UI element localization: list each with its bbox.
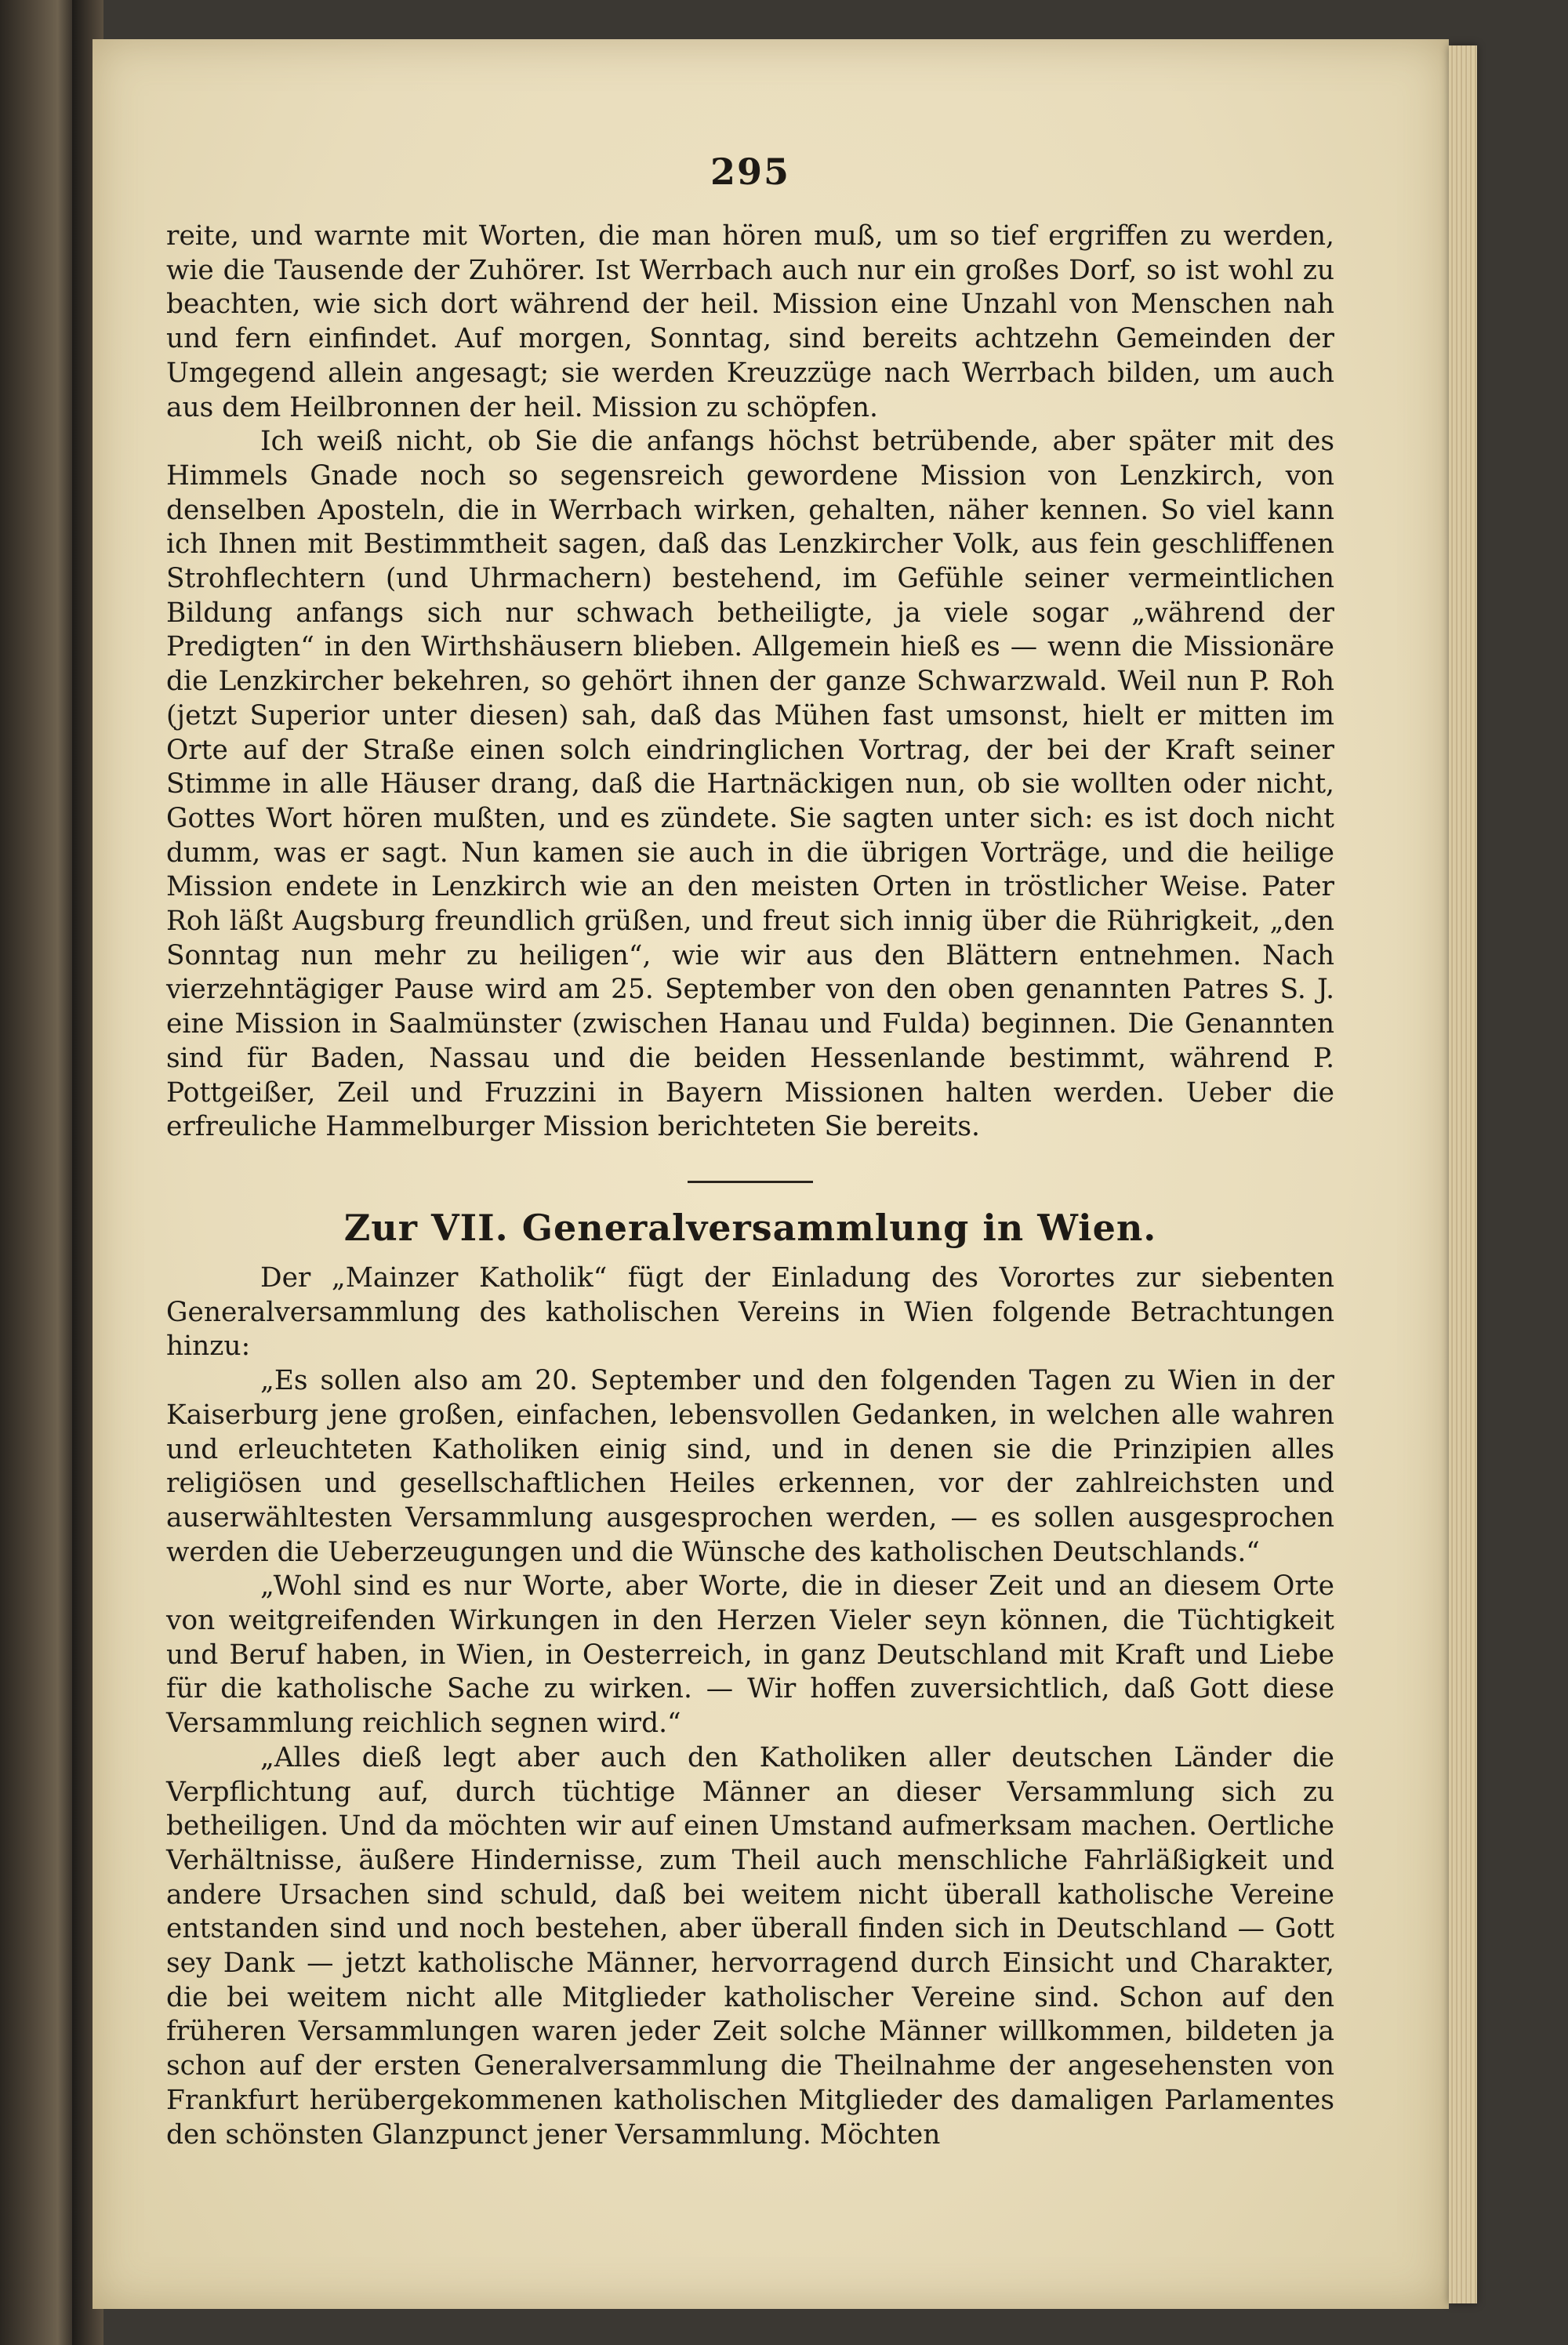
page-number: 295	[710, 151, 791, 193]
page-stack-edges	[1449, 45, 1477, 2303]
paragraph-intro: Der „Mainzer Katholik“ fügt der Einladung des Vorortes zur siebenten Generalversammlung des katholischen Vereins in Wien folgende Betrachtungen hinzu:	[166, 1261, 1334, 1363]
paragraph-continuation: reite, und warnte mit Worten, die man hören muß, um so tief ergriffen zu werden, wie die Tausende der Zuhörer. Ist Werrbach auch nur ein großes Dorf, so ist wohl zu beachten, wie sich dort während der heil. Mission eine Unzahl von Menschen nah und fern einfindet. Auf morgen, Sonntag, sind bereits achtzehn Gemeinden der Umgegend allein angesagt; sie werden Kreuzzüge nach Werrbach bilden, um auch aus dem Heilbronnen der heil. Mission zu schöpfen.	[166, 220, 1334, 423]
paragraph-quote-3: „Alles dieß legt aber auch den Katholiken aller deutschen Länder die Verpflichtung auf, durch tüchtige Männer an dieser Versammlung sich zu betheiligen. Und da möchten wir auf einen Umstand aufmerksam machen. Oertliche Verhältnisse, äußere Hindernisse, zum Theil auch menschliche Fahrläßigkeit und andere Ursachen sind schuld, daß bei weitem nicht überall katholische Vereine entstanden sind und noch bestehen, aber überall finden sich in Deutschland — Gott sey Dank — jetzt katholische Männer, hervorragend durch Einsicht und Charakter, die bei weitem nicht alle Mitglieder katholischer Vereine sind. Schon auf den früheren Versammlungen waren jeder Zeit solche Männer willkommen, bildeten ja schon auf der ersten Generalversammlung die Theilnahme der angesehensten von Frankfurt herübergekommenen katholischen Mitglieder des damaligen Parlamentes den schönsten Glanzpunct jener Versammlung. Möchten	[166, 1741, 1334, 2151]
paragraph-quote-2: „Wohl sind es nur Worte, aber Worte, die in dieser Zeit und an diesem Orte von weitgreifenden Wirkungen in den Herzen Vieler seyn können, die Tüchtigkeit und Beruf haben, in Wien, in Oesterreich, in ganz Deutschland mit Kraft und Liebe für die katholische Sache zu wirken. — Wir hoffen zuversichtlich, daß Gott diese Versammlung reichlich segnen wird.“	[166, 1570, 1334, 1740]
left-page-edge	[0, 0, 72, 2345]
paragraph-lenzkirch: Ich weiß nicht, ob Sie die anfangs höchst betrübende, aber später mit des Himmels Gnade noch so segensreich gewordene Mission von Lenzkirch, von denselben Aposteln, die in Werrbach wirken, gehalten, näher kennen. So viel kann ich Ihnen mit Bestimmtheit sagen, daß das Lenzkircher Volk, aus fein geschliffenen Strohflechtern (und Uhrmachern) bestehend, im Gefühle seiner vermeintlichen Bildung anfangs sich nur schwach betheiligte, ja viele sogar „während der Predigten“ in den Wirthshäusern blieben. Allgemein hieß es — wenn die Missionäre die Lenzkircher bekehren, so gehört ihnen der ganze Schwarzwald. Weil nun P. Roh (jetzt Superior unter diesen) sah, daß das Mühen fast umsonst, hielt er mitten im Orte auf der Straße einen solch eindringlichen Vortrag, der bei der Kraft seiner Stimme in alle Häuser drang, daß die Hartnäckigen nun, ob sie wollten oder nicht, Gottes Wort hören mußten, und es zündete. Sie sagten unter sich: es ist doch nicht dumm, was er sagt. Nun kamen sie auch in die übrigen Vorträge, und die heilige Mission endete in Lenzkirch wie an den meisten Orten in tröstlicher Weise. Pater Roh läßt Augsburg freundlich grüßen, und freut sich innig über die Rührigkeit, „den Sonntag nun mehr zu heiligen“, wie wir aus den Blättern entnehmen. Nach vierzehntägiger Pause wird am 25. September von den oben genannten Patres S. J. eine Mission in Saalmünster (zwischen Hanau und Fulda) beginnen. Die Genannten sind für Baden, Nassau und die beiden Hessenlande bestimmt, während P. Pottgeißer, Zeil und Fruzzini in Bayern Missionen halten werden. Ueber die erfreuliche Hammelburger Mission berichteten Sie bereits.	[166, 426, 1334, 1143]
section-divider	[688, 1181, 813, 1183]
section-heading: Zur VII. Generalversammlung in Wien.	[343, 1206, 1157, 1249]
page-text	[166, 151, 1334, 2152]
paragraph-quote-1: „Es sollen also am 20. September und den folgenden Tagen zu Wien in der Kaiserburg jene großen, einfachen, lebensvollen Gedanken, in welchen alle wahren und erleuchteten Katholiken einig sind, und in denen sie die Prinzipien alles religiösen und gesellschaftlichen Heiles erkennen, vor der zahlreichsten und auserwähltesten Versammlung ausgesprochen werden, — es sollen ausgesprochen werden die Ueberzeugungen und die Wünsche des katholischen Deutschlands.“	[166, 1365, 1334, 1568]
